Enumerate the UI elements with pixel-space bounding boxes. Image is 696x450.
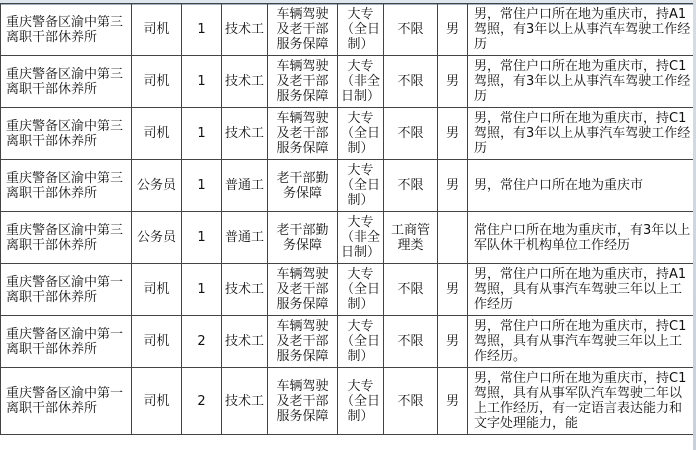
edu-cell: 大专（全日制） — [338, 4, 384, 56]
recruitment-table — [0, 3, 696, 435]
requirement-cell: 男，常住户口所在地为重庆市，持C1驾照，具有从事汽车驾驶三年以上工作经历。 — [468, 316, 696, 368]
table-row — [1, 108, 696, 160]
gender-cell: 男 — [438, 316, 468, 368]
edu-cell: 大专（全日制） — [338, 368, 384, 435]
major-cell: 不限 — [384, 316, 438, 368]
requirement-cell: 男，常住户口所在地为重庆市，持C1驾照，具有从事军队汽车驾驶二年以上工作经历，有一定语言表达能力和文字处理能力，能 — [468, 368, 696, 435]
major-cell: 不限 — [384, 264, 438, 316]
unit-cell: 重庆警备区渝中第三离职干部休养所 — [1, 108, 132, 160]
requirement-cell: 男，常住户口所在地为重庆市，持C1驾照，有3年以上从事汽车驾驶工作经历 — [468, 108, 696, 160]
type-cell: 技术工 — [222, 316, 268, 368]
major-cell: 不限 — [384, 56, 438, 108]
type-cell: 技术工 — [222, 108, 268, 160]
count-cell: 1 — [182, 56, 222, 108]
unit-cell: 重庆警备区渝中第三离职干部休养所 — [1, 4, 132, 56]
type-cell: 技术工 — [222, 56, 268, 108]
table-body — [1, 4, 696, 435]
count-cell: 1 — [182, 160, 222, 212]
post-cell: 司机 — [132, 108, 182, 160]
unit-cell: 重庆警备区渝中第三离职干部休养所 — [1, 56, 132, 108]
duty-cell: 车辆驾驶及老干部服务保障 — [268, 108, 338, 160]
gender-cell: 男 — [438, 160, 468, 212]
post-cell: 司机 — [132, 264, 182, 316]
post-cell: 司机 — [132, 316, 182, 368]
gender-cell: 男 — [438, 108, 468, 160]
requirement-cell: 男，常住户口所在地为重庆市，持A1驾照，有3年以上从事汽车驾驶工作经历 — [468, 4, 696, 56]
gender-cell: 男 — [438, 4, 468, 56]
count-cell: 2 — [182, 368, 222, 435]
duty-cell: 车辆驾驶及老干部服务保障 — [268, 4, 338, 56]
type-cell: 技术工 — [222, 368, 268, 435]
type-cell: 技术工 — [222, 4, 268, 56]
table-row — [1, 56, 696, 108]
table-row — [1, 212, 696, 264]
post-cell: 司机 — [132, 368, 182, 435]
gender-cell: 男 — [438, 264, 468, 316]
duty-cell: 车辆驾驶及老干部服务保障 — [268, 316, 338, 368]
major-cell: 工商管理类 — [384, 212, 438, 264]
count-cell: 1 — [182, 4, 222, 56]
unit-cell: 重庆警备区渝中第三离职干部休养所 — [1, 160, 132, 212]
major-cell: 不限 — [384, 108, 438, 160]
type-cell: 技术工 — [222, 264, 268, 316]
count-cell: 1 — [182, 108, 222, 160]
major-cell: 不限 — [384, 160, 438, 212]
duty-cell: 老干部勤务保障 — [268, 160, 338, 212]
unit-cell: 重庆警备区渝中第一离职干部休养所 — [1, 368, 132, 435]
edu-cell: 大专（全日制） — [338, 264, 384, 316]
gender-cell: 男 — [438, 368, 468, 435]
unit-cell: 重庆警备区渝中第一离职干部休养所 — [1, 316, 132, 368]
table-row — [1, 368, 696, 435]
count-cell: 1 — [182, 212, 222, 264]
type-cell: 普通工 — [222, 160, 268, 212]
gender-cell — [438, 212, 468, 264]
post-cell: 司机 — [132, 4, 182, 56]
table-row — [1, 264, 696, 316]
table-row — [1, 316, 696, 368]
major-cell: 不限 — [384, 368, 438, 435]
type-cell: 普通工 — [222, 212, 268, 264]
post-cell: 公务员 — [132, 160, 182, 212]
count-cell: 2 — [182, 316, 222, 368]
requirement-cell: 男，常住户口所在地为重庆市，持A1驾照，具有从事汽车驾驶三年以上工作经历 — [468, 264, 696, 316]
table-row — [1, 4, 696, 56]
edu-cell: 大专（全日制） — [338, 108, 384, 160]
duty-cell: 老干部勤务保障 — [268, 212, 338, 264]
edu-cell: 大专（全日制） — [338, 316, 384, 368]
duty-cell: 车辆驾驶及老干部服务保障 — [268, 56, 338, 108]
requirement-cell: 常住户口所在地为重庆市，有3年以上军队休干机构单位工作经历 — [468, 212, 696, 264]
edu-cell: 大专（全日制） — [338, 160, 384, 212]
unit-cell: 重庆警备区渝中第一离职干部休养所 — [1, 264, 132, 316]
requirement-cell: 男，常住户口所在地为重庆市，持C1驾照，有3年以上从事汽车驾驶工作经历 — [468, 56, 696, 108]
major-cell: 不限 — [384, 4, 438, 56]
post-cell: 司机 — [132, 56, 182, 108]
duty-cell: 车辆驾驶及老干部服务保障 — [268, 264, 338, 316]
edu-cell: 大专（非全日制） — [338, 212, 384, 264]
gender-cell: 男 — [438, 56, 468, 108]
duty-cell: 车辆驾驶及老干部服务保障 — [268, 368, 338, 435]
requirement-cell: 男，常住户口所在地为重庆市 — [468, 160, 696, 212]
post-cell: 公务员 — [132, 212, 182, 264]
table-row — [1, 160, 696, 212]
count-cell: 1 — [182, 264, 222, 316]
edu-cell: 大专（非全日制） — [338, 56, 384, 108]
unit-cell: 重庆警备区渝中第三离职干部休养所 — [1, 212, 132, 264]
